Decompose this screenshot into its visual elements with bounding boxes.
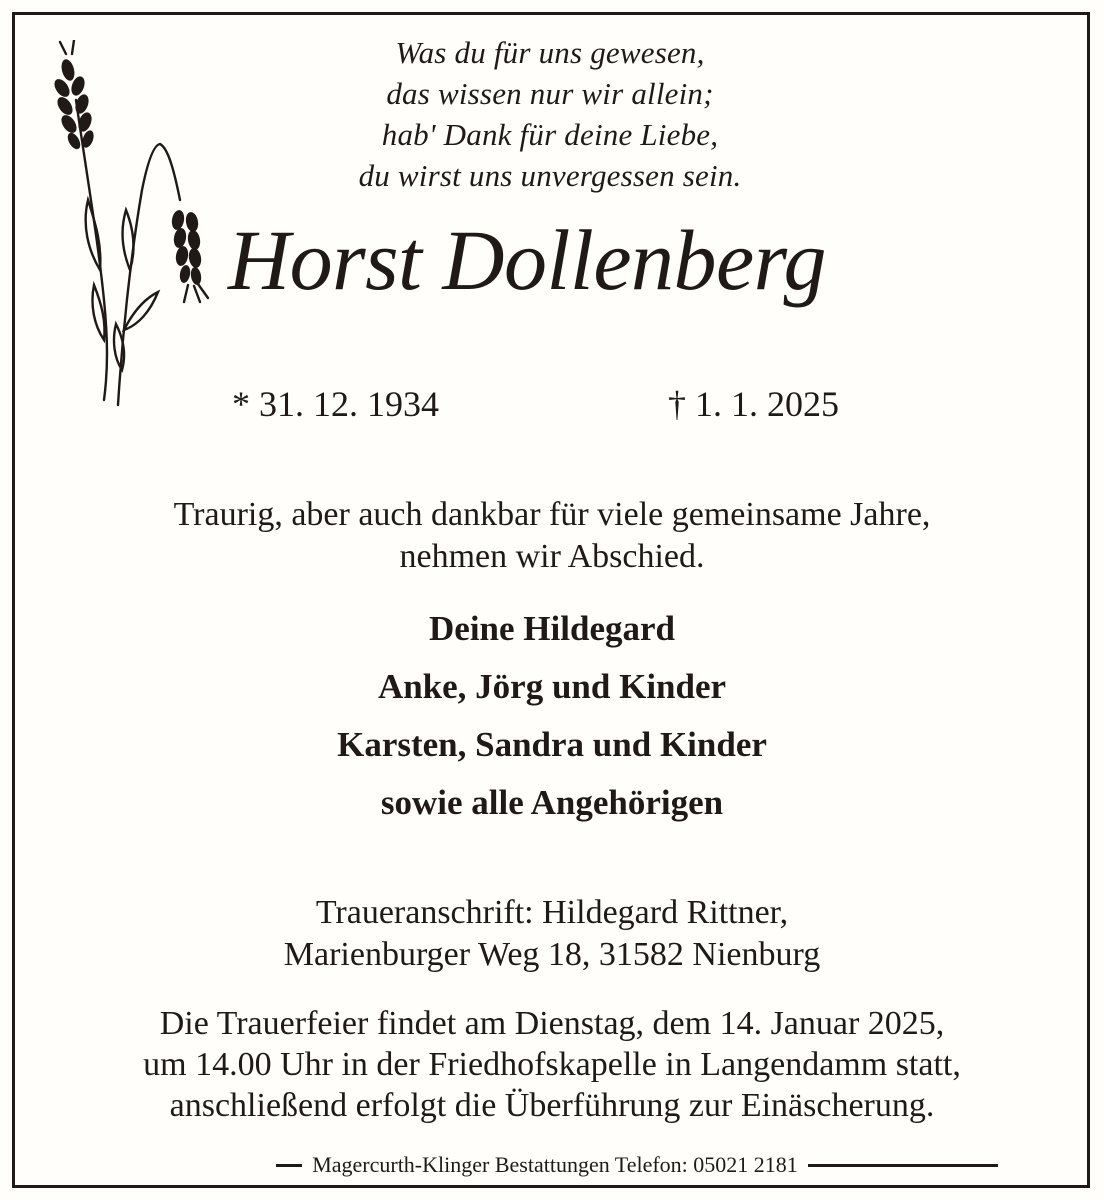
family-line: Anke, Jörg und Kinder [377,667,727,706]
birth-date: * 31. 12. 1934 [232,384,439,424]
death-date: † 1. 1. 2025 [668,384,839,424]
wheat-icon [38,40,228,410]
farewell-text [30,494,1074,578]
deceased-name: Horst Dollenberg [228,212,826,308]
family-signatures [30,600,1074,832]
footer-rule-left [276,1164,302,1167]
footer-rule-right [808,1164,998,1167]
poem-line: das wissen nur wir allein; [386,76,714,111]
poem-line: Was du für uns gewesen, [395,35,705,70]
service-line: um 14.00 Uhr in der Friedhofskapelle in Langendamm statt, [143,1046,961,1083]
service-line: Die Trauerfeier findet am Dienstag, dem 14. Januar 2025, [159,1005,945,1042]
poem-line: du wirst uns unvergessen sein. [358,158,742,193]
farewell-line: nehmen wir Abschied. [399,538,705,575]
funeral-service-info [30,1003,1074,1126]
memorial-poem [250,32,850,196]
mourning-address [30,892,1074,976]
family-line: Deine Hildegard [429,609,675,648]
poem-line: hab' Dank für deine Liebe, [381,117,719,152]
address-line: Traueranschrift: Hildegard Rittner, [315,894,789,931]
family-line: sowie alle Angehörigen [380,783,724,822]
farewell-line: Traurig, aber auch dankbar für viele gemeinsame Jahre, [173,496,931,533]
address-line: Marienburger Weg 18, 31582 Nienburg [283,936,821,973]
family-line: Karsten, Sandra und Kinder [337,725,767,764]
funeral-home-footer [30,1152,1074,1178]
service-line: anschließend erfolgt die Überführung zur Einäscherung. [169,1087,935,1124]
funeral-home-contact: Magercurth-Klinger Bestattungen Telefon: 05021 2181 [312,1152,798,1177]
